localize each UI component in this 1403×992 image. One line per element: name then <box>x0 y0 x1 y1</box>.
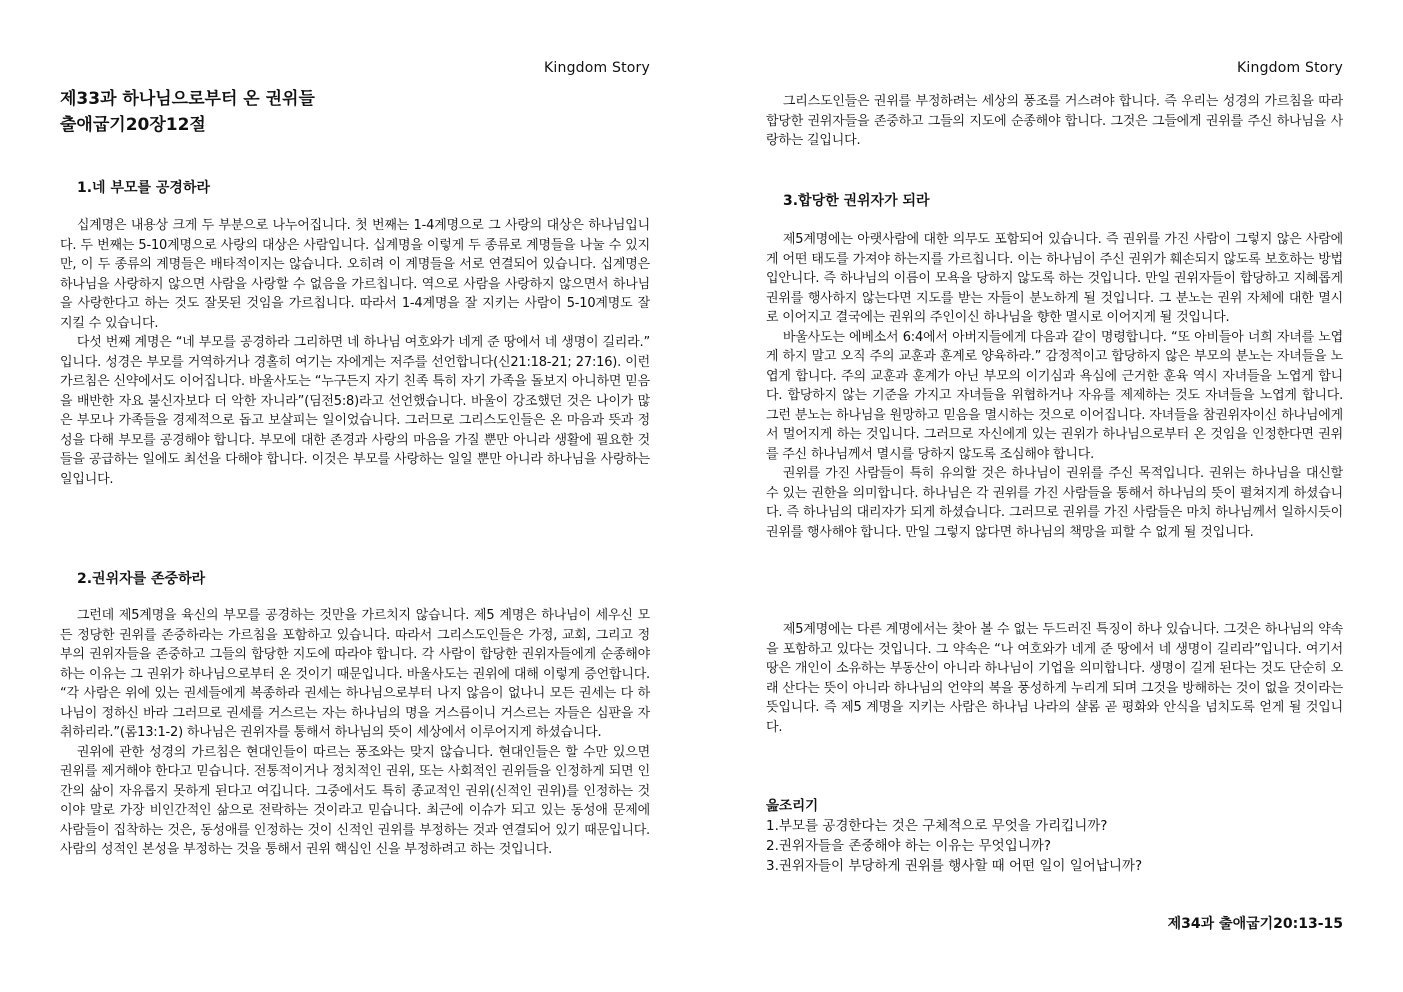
question-item: 3.권위자들이 부당하게 권위를 행사할 때 어떤 일이 일어납니까? <box>766 858 1143 874</box>
section-heading: 1.네 부모를 공경하라 <box>77 180 210 196</box>
paragraph: 바울사도는 에베소서 6:4에서 아버지들에게 다음과 같이 명령합니다. “또 아비들아 너희 자녀를 노엽게 하지 말고 오직 주의 교훈과 훈계로 양육하라.” 감정적이고 합당하지 않은 부모의 분노는 자녀들을 노엽게 합니다. 주의 교훈과 훈계가 아닌 부모의 이기심과 욕심에 근거한 훈육 역시 자녀들을 노엽게 합니다. 합당하지 않는 기준을 가지고 자녀들을 위협하거나 자유를 제제하는 것도 자녀들을 노엽게 합니다. 그런 분노는 하나님을 원망하고 믿음을 멸시하는 것으로 이어집니다. 자녀들을 참권위자이신 하나님에게서 멀어지게 하는 것입니다. 그러므로 자신에게 있는 권위가 하나님으로부터 온 것임을 인정한다면 권위를 주신 하나님께서 멸시를 당하지 않도록 조심해야 합니다. <box>766 329 1343 462</box>
scripture-reference: 출애굽기20장12절 <box>60 115 206 135</box>
paragraph: 다섯 번째 계명은 “네 부모를 공경하라 그리하면 네 하나님 여호와가 네게 준 땅에서 네 생명이 길리라.” 입니다. 성경은 부모를 거역하거나 경홀히 여기는 자에게는 저주를 선언합니다(신21:18-21; 27:16). 이런 가르침은 신약에서도 이어집니다. 바울사도는 “누구든지 자기 친족 특히 자기 가족을 돌보지 아니하면 믿음을 배반한 자요 불신자보다 더 악한 자니라”(딤전5:8)라고 선언했습니다. 바울이 강조했던 것은 나이가 많은 부모나 가족들을 경제적으로 돕고 보살피는 일이었습니다. 그러므로 그리스도인들은 온 마음과 뜻과 정성을 다해 부모를 공경해야 합니다. 부모에 대한 존경과 사랑의 마음을 가질 뿐만 아니라 생활에 필요한 것들을 공급하는 일에도 최선을 다해야 합니다. 이것은 부모를 사랑하는 일일 뿐만 아니라 하나님을 사랑하는 일입니다. <box>60 335 650 487</box>
paragraph: 그리스도인들은 권위를 부정하려는 세상의 풍조를 거스려야 합니다. 즉 우리는 성경의 가르침을 따라 합당한 권위자들을 존중하고 그들의 지도에 순종해야 합니다. 그것은 그들에게 권위를 주신 하나님을 사랑하는 길입니다. <box>766 94 1343 148</box>
paragraph: 그런데 제5계명을 육신의 부모를 공경하는 것만을 가르치지 않습니다. 제5 계명은 하나님이 세우신 모든 정당한 권위를 존중하라는 가르침을 포함하고 있습니다. 따라서 그리스도인들은 가정, 교회, 그리고 정부의 권위자들을 존중하고 그들의 합당한 지도에 따라야 합니다. 각 사람이 합당한 권위자들에게 순종해야 하는 이유는 그 권위가 하나님으로부터 온 것이기 때문입니다. 바울사도는 권위에 대해 이렇게 증언합니다. “각 사람은 위에 있는 권세들에게 복종하라 권세는 하나님으로부터 나지 않음이 없나니 모든 권세는 다 하나님이 정하신 바라 그러므로 권세를 거스르는 자는 하나님의 명을 거스름이니 거스르는 자들은 심판을 자취하리라.”(롬13:1-2) 하나님은 권위자를 통해서 하나님의 뜻이 세상에서 이루어지게 하셨습니다. <box>60 608 650 740</box>
paragraph: 제5계명에는 다른 계명에서는 찾아 볼 수 없는 두드러진 특징이 하나 있습니다. 그것은 하나님의 약속을 포함하고 있다는 것입니다. 그 약속은 “나 여호와가 네게 준 땅에서 네 생명이 길리라”입니다. 여기서 땅은 개인이 소유하는 부동산이 아니라 하나님이 기업을 의미합니다. 생명이 길게 된다는 것도 단순히 오래 산다는 뜻이 아니라 하나님의 언약의 복을 풍성하게 누리게 되며 그것을 방해하는 것이 없을 것이라는 뜻입니다. 즉 제5 계명을 지키는 사람은 하나님 나라의 샬롬 곧 평화와 안식을 넘치도록 얻게 될 것입니다. <box>766 622 1343 735</box>
section-heading: 3.합당한 권위자가 되라 <box>783 193 930 209</box>
question-item: 1.부모를 공경한다는 것은 구체적으로 무엇을 가리킵니까? <box>766 818 1108 834</box>
paragraph: 권위에 관한 성경의 가르침은 현대인들이 따르는 풍조와는 맞지 않습니다. 현대인들은 할 수만 있으면 권위를 제거해야 한다고 믿습니다. 전통적이거나 정치적인 권위, 또는 사회적인 권위들을 인정하게 되면 인간의 삶이 자유롭지 못하게 된다고 여깁니다. 그중에서도 특히 종교적인 권위(신적인 권위)를 인정하는 것이야 말로 가장 비인간적인 삶으로 전락하는 것이라고 믿습니다. 최근에 이슈가 되고 있는 동성애 문제에 사람들이 집착하는 것은, 동성애를 인정하는 것이 신적인 권위를 부정하는 것과 연결되어 있기 때문입니다. 사람의 성적인 본성을 부정하는 것을 통해서 권위 핵심인 신을 부정하려고 하는 것입니다. <box>60 744 650 857</box>
next-lesson-reference: 제34과 출애굽기20:13-15 <box>1167 916 1343 932</box>
section-body <box>766 230 1343 542</box>
lesson-title-line: 제33과 하나님으로부터 온 권위들 <box>60 89 315 109</box>
paragraph: 십계명은 내용상 크게 두 부분으로 나누어집니다. 첫 번째는 1-4계명으로 그 사랑의 대상은 하나님입니다. 두 번째는 5-10계명으로 사랑의 대상은 사람입니다. 십계명을 이렇게 두 종류로 계명들을 나눌 수 있지만, 이 두 종류의 계명들은 배타적이지는 않습니다. 오히려 이 계명들을 서로 연결되어 있습니다. 십계명은 하나님을 사랑하지 않으면 사람을 사랑할 수 없음을 가르칩니다. 역으로 사람을 사랑하지 않으면서 하나님을 사랑한다고 하는 것도 잘못된 것임을 가르칩니다. 따라서 1-4계명을 잘 지키는 사람이 5-10계명도 잘 지킬 수 있습니다. <box>60 218 650 331</box>
lesson-title <box>60 86 315 138</box>
intro-body <box>766 92 1343 151</box>
reflection-questions <box>766 796 1343 876</box>
section-body <box>766 620 1343 737</box>
section-body <box>60 216 650 489</box>
paragraph: 권위를 가진 사람들이 특히 유의할 것은 하나님이 권위를 주신 목적입니다. 권위는 하나님을 대신할 수 있는 권한을 의미합니다. 하나님은 각 권위를 가진 사람들을 통해서 하나님의 뜻이 펼쳐지게 하셨습니다. 즉 하나님의 대리자가 되게 하셨습니다. 그러므로 권위를 가진 사람들은 마치 하나님께서 일하시듯이 권위를 행사해야 합니다. 만일 그렇지 않다면 하나님의 책망을 피할 수 없게 될 것입니다. <box>766 466 1343 540</box>
questions-heading: 읊조리기 <box>766 798 819 814</box>
page-header: Kingdom Story <box>1237 60 1343 76</box>
section-body <box>60 606 650 860</box>
section-heading: 2.권위자를 존중하라 <box>77 571 206 587</box>
page-header: Kingdom Story <box>544 60 650 76</box>
paragraph: 제5계명에는 아랫사람에 대한 의무도 포함되어 있습니다. 즉 권위를 가진 사람이 그렇지 않은 사람에게 어떤 태도를 가져야 하는지를 가르칩니다. 이는 하나님이 주신 권위가 훼손되지 않도록 보호하는 방법입안니다. 즉 하나님의 이름이 모욕을 당하지 않도록 하는 것입니다. 만일 권위자들이 합당하고 지혜롭게 권위를 행사하지 않는다면 지도를 받는 자들이 분노하게 될 것입니다. 그 분노는 권위 자체에 대한 멸시로 이어지고 결국에는 권위의 주인이신 하나님을 향한 멸시로 이어지게 될 것입니다. <box>766 232 1343 325</box>
question-item: 2.권위자들을 존중해야 하는 이유는 무엇입니까? <box>766 838 1051 854</box>
